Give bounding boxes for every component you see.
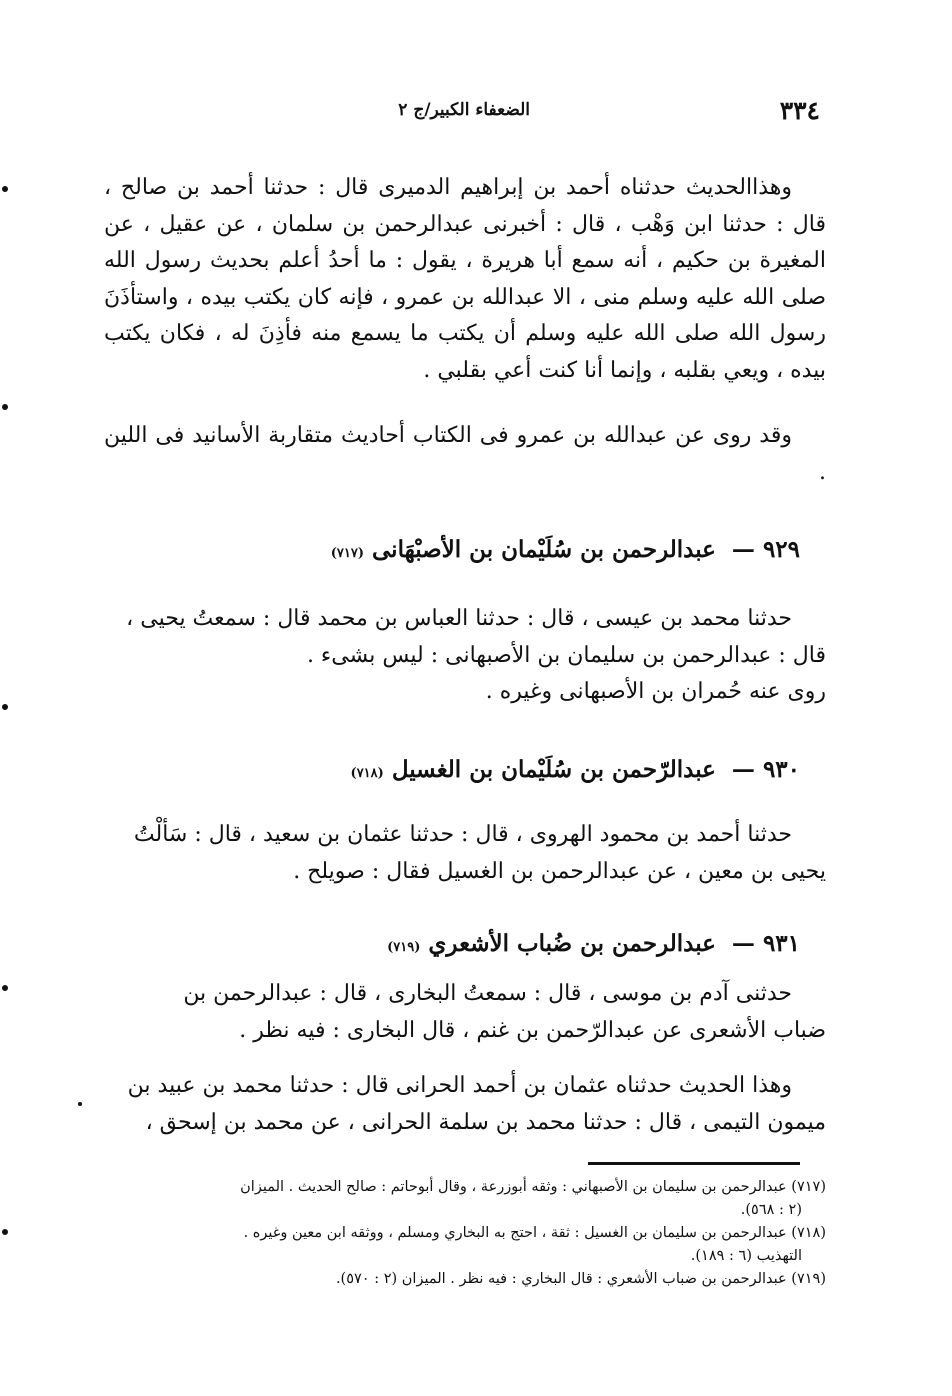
- entry-name: عبدالرّحمن بن سُلَيْمان بن الغسيل: [391, 756, 716, 783]
- entry-heading-929: [320, 536, 800, 563]
- entry-heading-931: [320, 930, 800, 957]
- intro-paragraph-2: وقد روى عن عبدالله بن عمرو فى الكتاب أحاديث متقاربة الأسانيد فى اللين .: [104, 423, 826, 485]
- entry-line: يحيى بن معين ، عن عبدالرحمن بن الغسيل فقال : صويلح .: [293, 858, 826, 884]
- running-title: الضعفاء الكبير/ج ٢: [398, 100, 530, 120]
- entry-number: ٩٢٩ —: [731, 536, 800, 563]
- footnote-719: [104, 1268, 826, 1291]
- scan-speck: [2, 985, 8, 991]
- intro-paragraph: [104, 170, 826, 389]
- entry-line: حدثنا محمد بن عيسى ، قال : حدثنا العباس بن محمد قال : سمعتُ يحيى ،: [126, 606, 792, 631]
- footnotes: [104, 1176, 826, 1291]
- entry-line: حدثنا أحمد بن محمود الهروى ، قال : حدثنا عثمان بن سعيد ، قال : سَألْتُ: [133, 822, 792, 847]
- footnote-ref: (٧١٨): [350, 766, 384, 781]
- entry-body-929: [104, 601, 826, 711]
- footnote-text: (٧١٧) عبدالرحمن بن سليمان بن الأصبهاني : وثقه أبوزرعة ، وقال أبوحاتم : صالح الحديث . الميزان: [240, 1179, 826, 1195]
- closing-line: وهذا الحديث حدثناه عثمان بن أحمد الحرانى قال : حدثنا محمد بن عبيد بن: [127, 1073, 792, 1098]
- entry-heading-930: [320, 756, 800, 783]
- footnote-text: (٧١٩) عبدالرحمن بن ضباب الأشعري : قال البخاري : فيه نظر . الميزان (٢ : ٥٧٠).: [335, 1271, 826, 1287]
- footnote-717: [104, 1176, 826, 1222]
- footnote-separator: [588, 1162, 800, 1165]
- entry-body-930: [104, 817, 826, 890]
- scan-speck: [78, 1102, 82, 1106]
- entry-name: عبدالرحمن بن ضُباب الأشعري: [428, 930, 716, 957]
- entry-line: قال : عبدالرحمن بن سليمان بن الأصبهانى : ليس بشىء .: [306, 642, 826, 668]
- footnote-continuation: (٢ : ٥٦٨).: [740, 1202, 802, 1218]
- entry-body-931: [104, 976, 826, 1049]
- scan-speck: [2, 704, 8, 710]
- footnote-ref: (٧١٧): [330, 546, 364, 561]
- closing-paragraph: [104, 1068, 826, 1141]
- footnote-718: [104, 1222, 826, 1268]
- scan-speck: [2, 404, 8, 410]
- scan-speck: [2, 186, 8, 192]
- intro-paragraph-1: وهذاالحديث حدثناه أحمد بن إبراهيم الدميرى قال : حدثنا أحمد بن صالح ، قال : حدثنا ابن وَهْب ، قال : أخبرنى عبدالرحمن بن سلمان ، عن عقيل ، عن المغيرة بن حكيم ، أنه سمع أبا هريرة ، يقول : ما أحدُ أعلم بحديث رسول الله صلى الله عليه وسلم منى ، الا عبدالله بن عمرو ، فإنه كان يكتب بيده ، واستأذَنَ رسول الله صلى الله عليه وسلم أن يكتب ما يسمع منه فأذِنَ له ، فكان يكتب بيده ، ويعي بقلبه ، وإنما أنا كنت أعي بقلبي .: [104, 175, 826, 383]
- page-number: ٣٣٤: [779, 96, 820, 125]
- footnote-continuation: التهذيب (٦ : ١٨٩).: [690, 1248, 802, 1264]
- entry-number: ٩٣٠ —: [731, 756, 800, 783]
- page-header: [100, 96, 820, 130]
- entry-name: عبدالرحمن بن سُلَيْمان بن الأصبْهَانى: [372, 536, 716, 563]
- entry-line: حدثنى آدم بن موسى ، قال : سمعتُ البخارى ، قال : عبدالرحمن بن: [183, 981, 792, 1006]
- closing-line: ميمون التيمى ، قال : حدثنا محمد بن سلمة الحرانى ، عن محمد بن إسحق ،: [145, 1109, 826, 1135]
- entry-line: ضباب الأشعرى عن عبدالرّحمن بن غنم ، قال البخارى : فيه نظر .: [239, 1017, 826, 1043]
- footnote-ref: (٧١٩): [387, 940, 421, 955]
- entry-number: ٩٣١ —: [731, 930, 800, 957]
- intro-paragraph-2-block: [104, 418, 826, 491]
- entry-line: روى عنه حُمران بن الأصبهانى وغيره .: [485, 679, 826, 704]
- scan-speck: [2, 1229, 8, 1235]
- footnote-text: (٧١٨) عبدالرحمن بن سليمان بن الغسيل : ثقة ، احتج به البخاري ومسلم ، ووثقه ابن معين وغيره .: [243, 1225, 826, 1241]
